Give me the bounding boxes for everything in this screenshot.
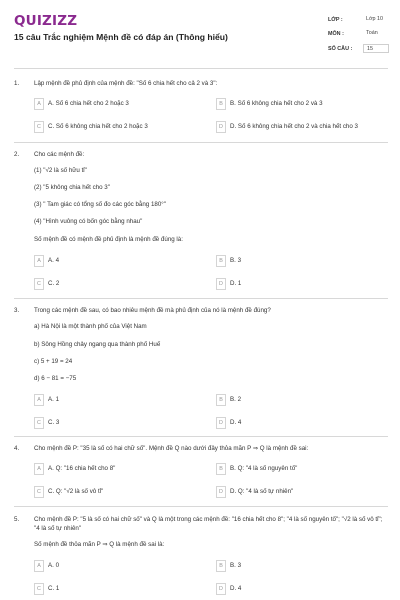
question-number: 4.: [14, 445, 20, 452]
statement-line: a) Hà Nội là một thành phố của Việt Nam: [34, 323, 147, 330]
option-c[interactable]: [34, 583, 214, 595]
option-text: B. Số 6 không chia hết cho 2 và 3: [230, 100, 323, 107]
option-c[interactable]: [34, 417, 214, 429]
meta-value-grade: Lớp 10: [366, 16, 384, 22]
question-divider: [14, 298, 388, 299]
question-divider: [14, 506, 388, 507]
option-letter: A: [34, 255, 44, 267]
option-text: B. Q: "4 là số nguyên tố": [230, 465, 298, 472]
option-a[interactable]: [34, 255, 214, 267]
statement-line: c) 5 + 19 = 24: [34, 358, 73, 365]
option-text: C. 2: [48, 280, 60, 287]
option-text: B. 2: [230, 396, 242, 403]
option-letter: C: [34, 583, 44, 595]
meta-label-subject: MÔN :: [328, 31, 344, 37]
question-number: 1.: [14, 80, 20, 87]
option-letter: D: [216, 417, 226, 429]
statement-line: d) 6 − 81 = −75: [34, 375, 77, 382]
option-letter: A: [34, 394, 44, 406]
question-text: Cho mệnh đề P: "5 là số có hai chữ số" và Q là một trong các mệnh đề: "16 chia hết cho 8"; "4 là số nguyên tố"; "√2 là số vô tỉ"; "4 là số tự nhiên": [34, 516, 383, 532]
option-letter: A: [34, 463, 44, 475]
quizizz-logo: QUIZIZZ: [14, 13, 78, 29]
meta-label-grade: LỚP :: [328, 17, 343, 23]
option-a[interactable]: [34, 463, 214, 475]
option-a[interactable]: [34, 98, 214, 110]
option-c[interactable]: [34, 278, 214, 290]
option-letter: B: [216, 255, 226, 267]
option-text: A. 4: [48, 257, 60, 264]
option-text: D. Số 6 không chia hết cho 2 và chia hết cho 3: [230, 123, 358, 130]
option-text: C. Q: "√2 là số vô tỉ": [48, 488, 104, 495]
option-letter: A: [34, 560, 44, 572]
question-number: 3.: [14, 307, 20, 314]
question-number: 2.: [14, 151, 20, 158]
option-letter: C: [34, 278, 44, 290]
option-letter: B: [216, 394, 226, 406]
option-text: C. Số 6 không chia hết cho 2 hoặc 3: [48, 123, 148, 130]
option-text: A. 1: [48, 396, 60, 403]
option-letter: B: [216, 98, 226, 110]
question-divider: [14, 436, 388, 437]
meta-value-subject: Toán: [366, 30, 378, 36]
option-text: D. 4: [230, 419, 242, 426]
option-letter: D: [216, 583, 226, 595]
statement-line: b) Sông Hồng chảy ngang qua thành phố Huế: [34, 341, 161, 348]
option-text: B. 3: [230, 257, 242, 264]
document-title: 15 câu Trắc nghiệm Mệnh đề có đáp án (Thông hiểu): [14, 32, 228, 42]
option-letter: C: [34, 417, 44, 429]
option-b[interactable]: [216, 463, 388, 475]
option-d[interactable]: [216, 121, 388, 133]
statement-line: (3) " Tam giác có tổng số đo các góc bằng 180°": [34, 201, 166, 208]
option-text: C. 1: [48, 585, 60, 592]
statement-line: (4) "Hình vuông có bốn góc bằng nhau": [34, 218, 143, 225]
option-text: A. Q: "16 chia hết cho 8": [48, 465, 116, 472]
option-d[interactable]: [216, 417, 388, 429]
option-d[interactable]: [216, 583, 388, 595]
question-text: Cho mệnh đề P: "35 là số có hai chữ số". Mệnh đề Q nào dưới đây thỏa mãn P ⇒ Q là mệnh đề sai:: [34, 445, 309, 452]
option-d[interactable]: [216, 486, 388, 498]
option-letter: A: [34, 98, 44, 110]
question-number: 5.: [14, 516, 20, 523]
option-text: D. Q: "4 là số tự nhiên": [230, 488, 294, 495]
option-text: A. Số 6 chia hết cho 2 hoặc 3: [48, 100, 129, 107]
question-subprompt: Số mệnh đề có mệnh đề phủ định là mệnh đề đúng là:: [34, 236, 183, 243]
option-d[interactable]: [216, 278, 388, 290]
option-a[interactable]: [34, 560, 214, 572]
header-divider: [14, 68, 388, 69]
option-text: D. 4: [230, 585, 242, 592]
option-b[interactable]: [216, 98, 388, 110]
option-b[interactable]: [216, 560, 388, 572]
option-b[interactable]: [216, 255, 388, 267]
option-c[interactable]: [34, 486, 214, 498]
question-text: Trong các mệnh đề sau, có bao nhiêu mệnh đề mà phủ định của nó là mệnh đề đúng?: [34, 307, 271, 314]
option-letter: D: [216, 486, 226, 498]
option-letter: C: [34, 486, 44, 498]
option-text: B. 3: [230, 562, 242, 569]
option-text: C. 3: [48, 419, 60, 426]
question-subprompt: Số mệnh đề thỏa mãn P ⇒ Q là mệnh đề sai là:: [34, 541, 165, 548]
statement-line: (2) "5 không chia hết cho 3": [34, 184, 110, 191]
option-letter: B: [216, 560, 226, 572]
option-letter: B: [216, 463, 226, 475]
option-letter: D: [216, 278, 226, 290]
option-letter: C: [34, 121, 44, 133]
question-text: Cho các mệnh đề:: [34, 151, 85, 158]
meta-value-count: 15: [363, 44, 389, 53]
option-c[interactable]: [34, 121, 214, 133]
question-text: Lập mệnh đề phủ định của mệnh đề: "Số 6 chia hết cho cả 2 và 3":: [34, 80, 218, 87]
option-text: A. 0: [48, 562, 60, 569]
option-letter: D: [216, 121, 226, 133]
option-a[interactable]: [34, 394, 214, 406]
statement-line: (1) "√2 là số hữu tỉ": [34, 167, 87, 174]
option-b[interactable]: [216, 394, 388, 406]
option-text: D. 1: [230, 280, 242, 287]
question-divider: [14, 142, 388, 143]
meta-label-count: SỐ CÂU :: [328, 46, 353, 52]
